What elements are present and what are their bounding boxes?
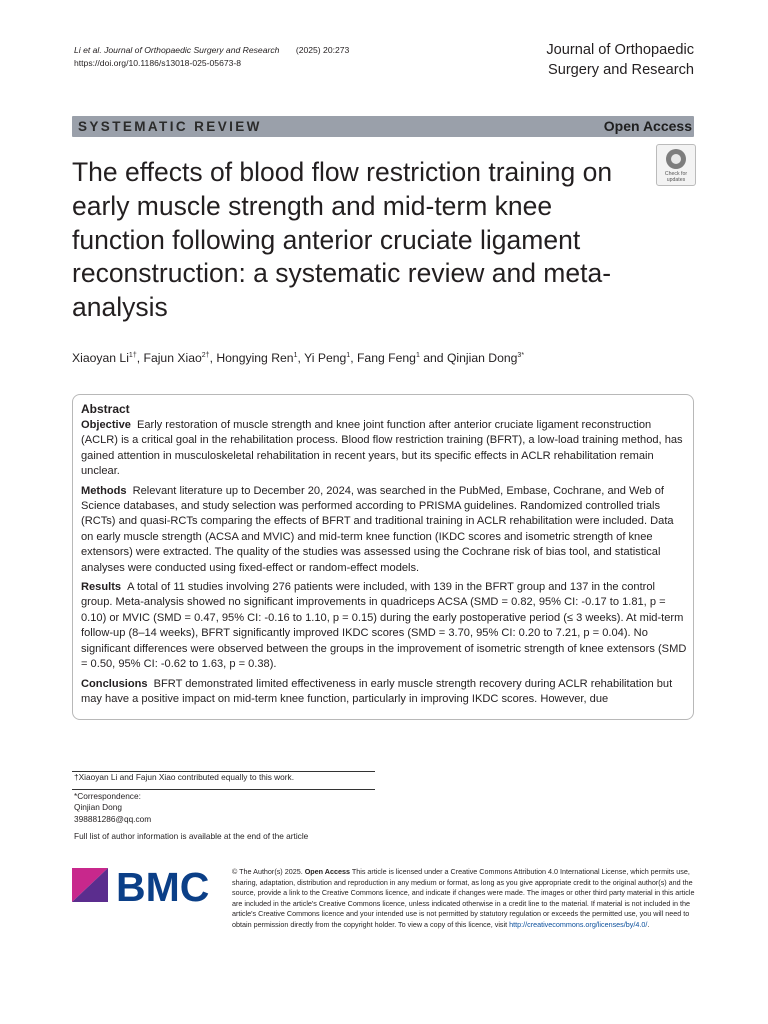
results-label: Results: [81, 581, 122, 594]
author-separator: ,: [136, 351, 144, 366]
journal-name-line2: Surgery and Research: [547, 61, 694, 78]
author-affiliation: 3*: [517, 352, 525, 359]
abstract-results: [81, 580, 687, 672]
author-affiliation: 2†: [201, 352, 210, 359]
objective-text: Early restoration of muscle strength and knee joint function after anterior cruciate ligament reconstruction (ACLR) is a critical goal in the rehabilitation process. Blood flow restriction training (BFRT), a low-load training method, has gained attention in musculoskeletal rehabilitation in recent years, but its specific effects in ACLR rehabilitation remain unclear.: [81, 419, 683, 478]
conclusions-label: Conclusions: [81, 677, 148, 690]
abstract-objective: [81, 418, 687, 480]
correspondence-name: Qinjian Dong: [74, 802, 122, 813]
citation-line: [74, 44, 349, 57]
author-name[interactable]: Yi Peng: [304, 351, 347, 366]
author-separator: ,: [297, 351, 305, 366]
methods-label: Methods: [81, 484, 127, 497]
journal-name-line1: Journal of Orthopaedic: [546, 42, 694, 58]
crossmark-label: Check for updates: [664, 171, 688, 183]
bmc-logo-text: BMC: [116, 864, 210, 906]
abstract-conclusions: [81, 677, 687, 708]
article-type-label: SYSTEMATIC REVIEW: [78, 119, 262, 134]
author-affiliation: 1: [415, 352, 420, 359]
objective-label: Objective: [81, 419, 131, 431]
crossmark-icon: [666, 149, 686, 169]
citation-block: [74, 44, 349, 69]
author-name[interactable]: Qinjian Dong: [446, 351, 518, 366]
author-info-note: Full list of author information is available at the end of the article: [74, 831, 309, 841]
correspondence-block: [74, 791, 151, 825]
abstract-box: [72, 394, 694, 720]
author-separator: ,: [209, 351, 217, 366]
correspondence-label: *Correspondence:: [74, 791, 141, 801]
journal-name: [546, 41, 694, 80]
author-affiliation: 1: [346, 352, 351, 359]
author-affiliation: 1: [293, 352, 298, 359]
citation-authors: Li et al.: [74, 45, 102, 55]
author-name[interactable]: Fajun Xiao: [143, 351, 202, 366]
open-access-label: Open Access: [603, 118, 692, 134]
methods-text: Relevant literature up to December 20, 2024, was searched in the PubMed, Embase, Cochrane, and Web of Science databases, and study selection was performed according to PRISMA guidelines. Randomized controlled trials (RCTs) and quasi-RCTs comparing the effects of BFRT and traditional training in ACLR rehabilitation were included. Data on early muscle strength (ACSA and MVIC) and mid-term knee function (IKDC scores and isometric strength of knee extensors) were extracted. The quality of the studies was assessed using the Cochrane risk of bias tool, and statistical analyses were conducted using fixed-effect or random-effect models.: [81, 484, 674, 574]
abstract-heading: Abstract: [81, 402, 130, 416]
author-separator: ,: [350, 351, 357, 366]
author-name[interactable]: Hongying Ren: [216, 351, 294, 366]
license-body: This article is licensed under a Creative Commons Attribution 4.0 International License, which permits use, sharing, adaptation, distribution and reproduction in any medium or format, as long as you give appropriate credit to the original author(s) and the source, provide a link to the Creative Commons licence, and indicate if changes were made. The images or other third party material in this article are included in the article's Creative Commons licence, unless indicated otherwise in a credit line to the material. If material is not included in the article's Creative Commons licence and your intended use is not permitted by statutory regulation or exceeds the permitted use, you will need to obtain permission directly from the copyright holder. To view a copy of this licence, visit: [232, 867, 695, 929]
footnote-divider: [72, 789, 375, 790]
license-open-access: Open Access: [304, 867, 350, 876]
author-name[interactable]: Xiaoyan Li: [72, 351, 129, 366]
article-title: The effects of blood flow restriction training on early muscle strength and mid-term knee function following anterior cruciate ligament reconstruction: a systematic review and meta-analysis: [72, 157, 613, 323]
conclusions-text: BFRT demonstrated limited effectiveness in early muscle strength recovery during ACLR rehabilitation but may have a positive impact on mid-term knee function, particularly in improving IKDC scores. However, due: [81, 677, 673, 705]
license-prefix: © The Author(s) 2025.: [232, 867, 303, 876]
author-affiliation: 1†: [128, 352, 137, 359]
bmc-logo: [72, 864, 218, 906]
doi-link[interactable]: https://doi.org/10.1186/s13018-025-05673-8: [74, 57, 242, 68]
bmc-logo-mark: [72, 864, 218, 906]
author-separator: and: [419, 351, 447, 366]
abstract-methods: [81, 484, 687, 576]
equal-contribution-note: †Xiaoyan Li and Fajun Xiao contributed equally to this work.: [74, 772, 295, 782]
results-text: A total of 11 studies involving 276 patients were included, with 139 in the BFRT group and 137 in the control group. Meta-analysis showed no significant improvements in quadriceps ACSA (SMD = 0.82, 95% CI: -0.17 to 1.81, p = 0.10) or MVIC (SMD = 0.47, 95% CI: -0.16 to 1.10, p = 0.15) during the early postoperative period (≤ 3 weeks). At mid-term follow-up (8–14 weeks), BFRT significantly improved IKDC scores (SMD = 3.70, 95% CI: 0.20 to 7.21, p = 0.04). No significant differences were observed between the groups in the improvement of isometric strength of knee extensors (SMD = 0.50, 95% CI: -0.62 to 1.63, p = 0.38).: [81, 581, 687, 671]
license-suffix: .: [647, 919, 650, 929]
license-statement: [232, 867, 696, 931]
check-for-updates-button[interactable]: [656, 144, 696, 186]
citation-year: (2025) 20:273: [295, 45, 350, 55]
author-name[interactable]: Fang Feng: [356, 351, 416, 366]
citation-journal: Journal of Orthopaedic Surgery and Research: [104, 45, 280, 55]
author-list: [72, 348, 524, 366]
correspondence-email[interactable]: 398881286@qq.com: [74, 813, 152, 824]
license-link[interactable]: http://creativecommons.org/licenses/by/4.0/: [509, 919, 648, 929]
